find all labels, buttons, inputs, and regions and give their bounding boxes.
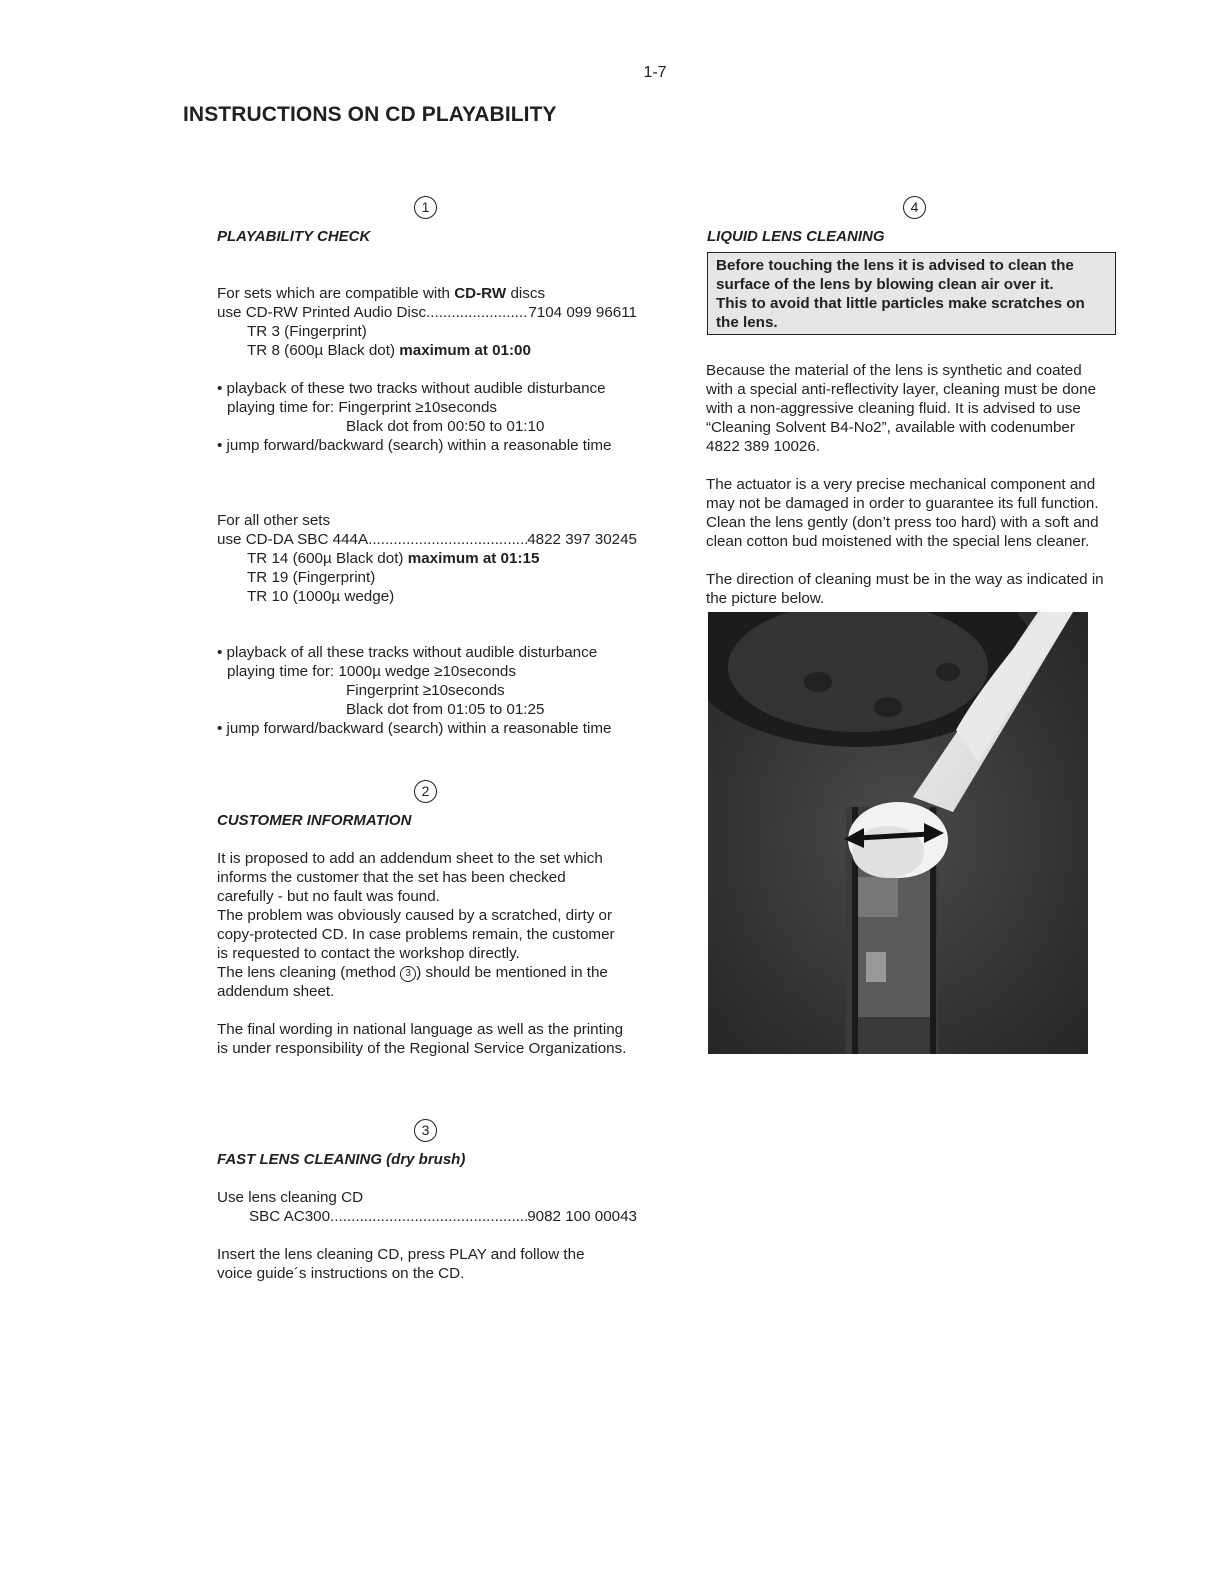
text-line: is under responsibility of the Regional Service Organizations. xyxy=(217,1040,627,1057)
note-line: Before touching the lens it is advised to clean the xyxy=(716,257,1074,274)
playability-check-all-tracks-block xyxy=(217,643,611,738)
section-number-2: 2 xyxy=(414,780,437,803)
section-number-1: 1 xyxy=(414,196,437,219)
bullet-playback: • playback of these two tracks without audible disturbance xyxy=(217,380,606,397)
page-number: 1-7 xyxy=(643,64,667,81)
bullet-playback-all: • playback of all these tracks without audible disturbance xyxy=(217,644,598,661)
text-line: The direction of cleaning must be in the way as indicated in xyxy=(706,571,1104,588)
track-tr14: TR 14 (600µ Black dot) maximum at 01:15 xyxy=(247,550,540,567)
text-line: with a non-aggressive cleaning fluid. It is advised to use xyxy=(706,400,1081,417)
text-line: clean cotton bud moistened with the special lens cleaner. xyxy=(706,533,1090,550)
text-line: the picture below. xyxy=(706,590,825,607)
page-title: INSTRUCTIONS ON CD PLAYABILITY xyxy=(183,103,557,126)
text-line: copy-protected CD. In case problems remain, the customer xyxy=(217,926,615,943)
text-line: The problem was obviously caused by a scratched, dirty or xyxy=(217,907,613,924)
cdrw-intro-line: For sets which are compatible with CD-RW discs xyxy=(217,285,546,302)
cdrw-disc-line: use CD-RW Printed Audio Disc ..... 7104 099 96611 xyxy=(217,303,637,322)
text-line: “Cleaning Solvent B4-No2”, available with codenumber xyxy=(706,419,1075,436)
black-dot-time-line: Black dot from 00:50 to 01:10 xyxy=(346,418,545,435)
text-line: may not be damaged in order to guarantee its full function. xyxy=(706,495,1099,512)
text-line: informs the customer that the set has been checked xyxy=(217,869,566,886)
text-line: addendum sheet. xyxy=(217,983,335,1000)
section-heading-playability-check: PLAYABILITY CHECK xyxy=(217,228,371,245)
track-tr3: TR 3 (Fingerprint) xyxy=(247,323,367,340)
playing-time-line: playing time for: 1000µ wedge ≥10seconds xyxy=(227,663,516,680)
text-line: with a special anti-reflectivity layer, cleaning must be done xyxy=(706,381,1097,398)
text-line: Use lens cleaning CD xyxy=(217,1189,364,1206)
method-ref-3: 3 xyxy=(400,966,416,982)
section-heading-liquid-lens-cleaning: LIQUID LENS CLEANING xyxy=(707,228,885,245)
lens-cleaning-photo xyxy=(708,612,1088,1054)
section-number-3: 3 xyxy=(414,1119,437,1142)
text-line: The lens cleaning (method 3 ) should be mentioned in the xyxy=(217,964,608,981)
note-line: the lens. xyxy=(716,314,778,331)
text-line: carefully - but no fault was found. xyxy=(217,888,440,905)
bullet-jump-search: • jump forward/backward (search) within a reasonable time xyxy=(217,720,612,737)
text-line: 4822 389 10026. xyxy=(706,438,821,455)
text-line: Clean the lens gently (don’t press too hard) with a soft and xyxy=(706,514,1099,531)
text-line: It is proposed to add an addendum sheet to the set which xyxy=(217,850,603,867)
black-dot-time-line: Black dot from 01:05 to 01:25 xyxy=(346,701,545,718)
text-line: Because the material of the lens is synthetic and coated xyxy=(706,362,1082,379)
track-tr8: TR 8 (600µ Black dot) maximum at 01:00 xyxy=(247,342,531,359)
bullet-jump-search: • jump forward/backward (search) within a reasonable time xyxy=(217,437,612,454)
lens-cleaning-cd-line: SBC AC300 ..... 9082 100 00043 xyxy=(217,1207,637,1226)
playing-time-line: playing time for: Fingerprint ≥10seconds xyxy=(227,399,498,416)
note-line: This to avoid that little particles make scratches on xyxy=(716,295,1085,312)
track-tr10: TR 10 (1000µ wedge) xyxy=(247,588,395,605)
other-sets-line: For all other sets xyxy=(217,512,331,529)
warning-note-box xyxy=(707,252,1116,335)
text-line: The final wording in national language as well as the printing xyxy=(217,1021,624,1038)
text-line: voice guide´s instructions on the CD. xyxy=(217,1265,465,1282)
text-line: The actuator is a very precise mechanical component and xyxy=(706,476,1096,493)
note-line: surface of the lens by blowing clean air over it. xyxy=(716,276,1054,293)
track-tr19: TR 19 (Fingerprint) xyxy=(247,569,376,586)
playability-check-cdda-block xyxy=(217,511,637,606)
liquid-lens-cleaning-text xyxy=(706,361,1104,608)
section-heading-fast-lens-cleaning: FAST LENS CLEANING (dry brush) xyxy=(217,1151,466,1168)
text-line: Insert the lens cleaning CD, press PLAY and follow the xyxy=(217,1246,585,1263)
customer-information-text xyxy=(217,849,626,1058)
text-line: is requested to contact the workshop directly. xyxy=(217,945,520,962)
fingerprint-time-line: Fingerprint ≥10seconds xyxy=(346,682,505,699)
section-number-4: 4 xyxy=(903,196,926,219)
playability-check-cdrw-block xyxy=(217,284,637,455)
cdda-disc-line: use CD-DA SBC 444A ..... 4822 397 30245 xyxy=(217,530,637,549)
fast-lens-cleaning-text xyxy=(217,1188,637,1283)
section-heading-customer-information: CUSTOMER INFORMATION xyxy=(217,812,412,829)
